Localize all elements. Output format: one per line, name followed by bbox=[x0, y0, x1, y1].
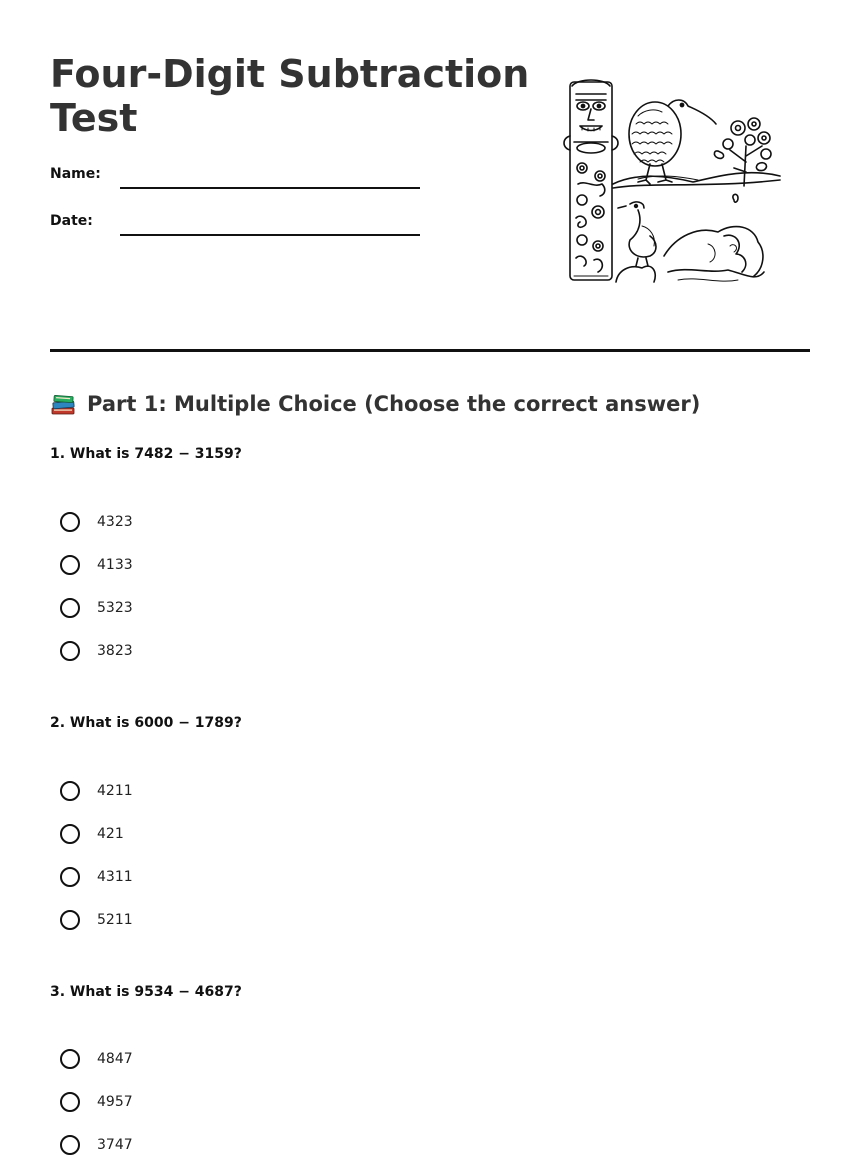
radio-button[interactable] bbox=[60, 555, 80, 575]
radio-button[interactable] bbox=[60, 1092, 80, 1112]
option-label: 421 bbox=[97, 826, 124, 842]
radio-button[interactable] bbox=[60, 824, 80, 844]
radio-button[interactable] bbox=[60, 781, 80, 801]
option-label: 4133 bbox=[97, 557, 133, 573]
question-text: 3. What is 9534 − 4687? bbox=[50, 984, 242, 1000]
radio-button[interactable] bbox=[60, 598, 80, 618]
option-label: 4323 bbox=[97, 514, 133, 530]
radio-button[interactable] bbox=[60, 1135, 80, 1155]
radio-button[interactable] bbox=[60, 1049, 80, 1069]
option-label: 4847 bbox=[97, 1051, 133, 1067]
option-label: 5211 bbox=[97, 912, 133, 928]
option-2b[interactable] bbox=[60, 821, 124, 847]
radio-button[interactable] bbox=[60, 867, 80, 887]
option-label: 3747 bbox=[97, 1137, 133, 1153]
radio-button[interactable] bbox=[60, 641, 80, 661]
totem-kiwi-illustration bbox=[558, 76, 790, 290]
question-text: 1. What is 7482 − 3159? bbox=[50, 446, 242, 462]
question-text: 2. What is 6000 − 1789? bbox=[50, 715, 242, 731]
option-label: 4311 bbox=[97, 869, 133, 885]
option-2c[interactable] bbox=[60, 864, 133, 890]
date-field[interactable] bbox=[50, 213, 420, 237]
option-1d[interactable] bbox=[60, 638, 133, 664]
section-heading bbox=[50, 388, 700, 420]
section-title-text: Part 1: Multiple Choice (Choose the correct answer) bbox=[87, 392, 701, 416]
date-line[interactable] bbox=[120, 234, 420, 236]
option-3a[interactable] bbox=[60, 1046, 133, 1072]
option-2a[interactable] bbox=[60, 778, 133, 804]
name-label: Name: bbox=[50, 166, 101, 182]
option-label: 4957 bbox=[97, 1094, 133, 1110]
name-line[interactable] bbox=[120, 187, 420, 189]
radio-button[interactable] bbox=[60, 512, 80, 532]
page-title: Four-Digit Subtraction Test bbox=[50, 52, 530, 140]
section-divider bbox=[50, 349, 810, 352]
option-3c[interactable] bbox=[60, 1132, 133, 1158]
option-label: 4211 bbox=[97, 783, 133, 799]
radio-button[interactable] bbox=[60, 910, 80, 930]
name-field[interactable] bbox=[50, 166, 420, 190]
date-label: Date: bbox=[50, 213, 93, 229]
option-3b[interactable] bbox=[60, 1089, 133, 1115]
books-icon bbox=[50, 391, 76, 417]
option-label: 3823 bbox=[97, 643, 133, 659]
option-1c[interactable] bbox=[60, 595, 133, 621]
option-1b[interactable] bbox=[60, 552, 133, 578]
option-2d[interactable] bbox=[60, 907, 133, 933]
option-label: 5323 bbox=[97, 600, 133, 616]
option-1a[interactable] bbox=[60, 509, 133, 535]
